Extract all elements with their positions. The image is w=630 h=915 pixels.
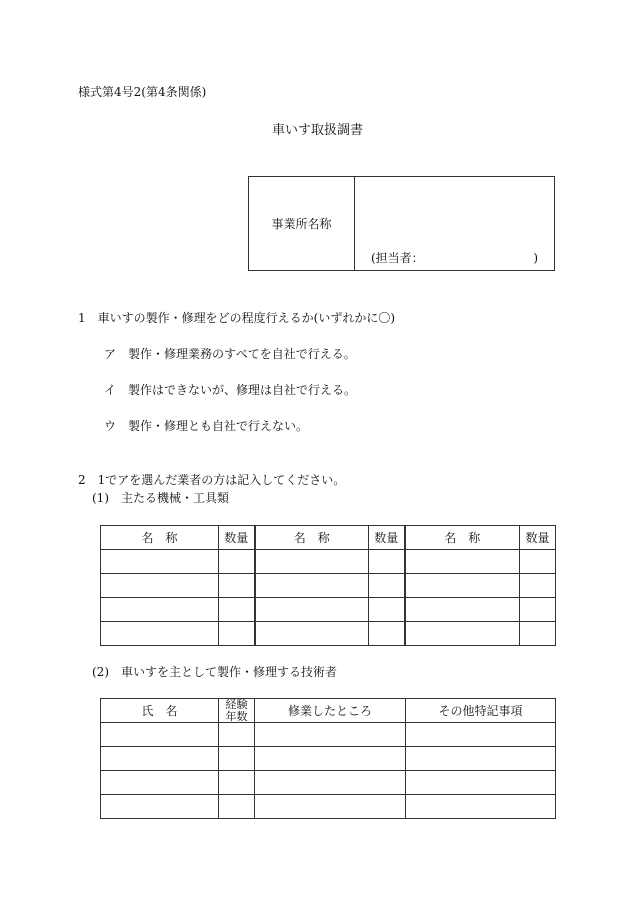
technician-cell[interactable] <box>101 723 219 747</box>
equipment-cell[interactable] <box>520 622 556 646</box>
equipment-cell[interactable] <box>101 622 219 646</box>
section1-option-a: ア 製作・修理業務のすべてを自社で行える。 <box>104 347 356 361</box>
equipment-cell[interactable] <box>405 598 520 622</box>
table-row <box>101 795 556 819</box>
technician-col-experience-line1: 経験 <box>225 698 248 711</box>
equipment-cell[interactable] <box>520 550 556 574</box>
technician-col-experience <box>219 699 255 723</box>
equipment-cell[interactable] <box>369 574 405 598</box>
technician-cell[interactable] <box>219 747 255 771</box>
section1-option-u: ウ 製作・修理とも自社で行えない。 <box>104 419 309 433</box>
technician-cell[interactable] <box>101 747 219 771</box>
equipment-cell[interactable] <box>101 550 219 574</box>
technician-cell[interactable] <box>406 723 556 747</box>
contact-person-close: ) <box>533 251 538 265</box>
equipment-cell[interactable] <box>255 598 369 622</box>
equipment-col-qty-2: 数量 <box>369 526 405 550</box>
technician-cell[interactable] <box>406 771 556 795</box>
technician-header-row <box>101 699 556 723</box>
technician-cell[interactable] <box>101 771 219 795</box>
office-table <box>248 176 555 271</box>
technician-cell[interactable] <box>406 747 556 771</box>
equipment-cell[interactable] <box>255 574 369 598</box>
section1-option-i: イ 製作はできないが、修理は自社で行える。 <box>104 383 357 397</box>
technician-table <box>100 698 556 819</box>
table-row <box>101 747 556 771</box>
equipment-cell[interactable] <box>405 622 520 646</box>
table-row <box>101 574 556 598</box>
equipment-col-qty-1: 数量 <box>219 526 255 550</box>
technician-cell[interactable] <box>255 795 406 819</box>
office-name-field[interactable] <box>355 177 555 271</box>
table-row <box>101 622 556 646</box>
technician-cell[interactable] <box>101 795 219 819</box>
table-row <box>101 723 556 747</box>
section2-sub1-heading: (1) 主たる機械・工具類 <box>92 491 229 505</box>
equipment-col-name-1: 名 称 <box>101 526 219 550</box>
table-row <box>101 771 556 795</box>
office-label: 事業所名称 <box>271 216 332 231</box>
equipment-table <box>100 525 556 646</box>
equipment-cell[interactable] <box>219 550 255 574</box>
technician-col-notes: その他特記事項 <box>406 699 556 723</box>
equipment-cell[interactable] <box>219 598 255 622</box>
technician-cell[interactable] <box>219 771 255 795</box>
equipment-cell[interactable] <box>101 598 219 622</box>
equipment-cell[interactable] <box>255 622 369 646</box>
equipment-cell[interactable] <box>255 550 369 574</box>
equipment-cell[interactable] <box>219 574 255 598</box>
equipment-col-name-2: 名 称 <box>255 526 369 550</box>
equipment-col-name-3: 名 称 <box>405 526 520 550</box>
technician-col-experience-line2: 年数 <box>225 709 248 723</box>
equipment-cell[interactable] <box>369 550 405 574</box>
equipment-col-qty-3: 数量 <box>520 526 556 550</box>
equipment-cell[interactable] <box>405 550 520 574</box>
table-row <box>101 550 556 574</box>
equipment-cell[interactable] <box>520 574 556 598</box>
equipment-cell[interactable] <box>405 574 520 598</box>
section1-heading: 1 車いすの製作・修理をどの程度行えるか(いずれかに〇) <box>78 311 396 325</box>
section2-sub2-heading: (2) 車いすを主として製作・修理する技術者 <box>92 665 337 679</box>
technician-cell[interactable] <box>219 723 255 747</box>
technician-cell[interactable] <box>219 795 255 819</box>
section2-heading: 2 1でアを選んだ業者の方は記入してください。 <box>78 473 346 487</box>
technician-col-name: 氏 名 <box>101 699 219 723</box>
technician-cell[interactable] <box>255 771 406 795</box>
office-label-cell <box>249 177 355 271</box>
equipment-cell[interactable] <box>101 574 219 598</box>
document-title: 車いす取扱調書 <box>272 123 364 138</box>
contact-person-open: (担当者： <box>371 251 424 265</box>
equipment-cell[interactable] <box>520 598 556 622</box>
technician-col-training: 修業したところ <box>255 699 406 723</box>
equipment-cell[interactable] <box>219 622 255 646</box>
technician-cell[interactable] <box>406 795 556 819</box>
equipment-header-row <box>101 526 556 550</box>
technician-cell[interactable] <box>255 723 406 747</box>
equipment-cell[interactable] <box>369 622 405 646</box>
form-number: 様式第4号2(第4条関係) <box>78 85 207 99</box>
technician-cell[interactable] <box>255 747 406 771</box>
equipment-cell[interactable] <box>369 598 405 622</box>
table-row <box>101 598 556 622</box>
